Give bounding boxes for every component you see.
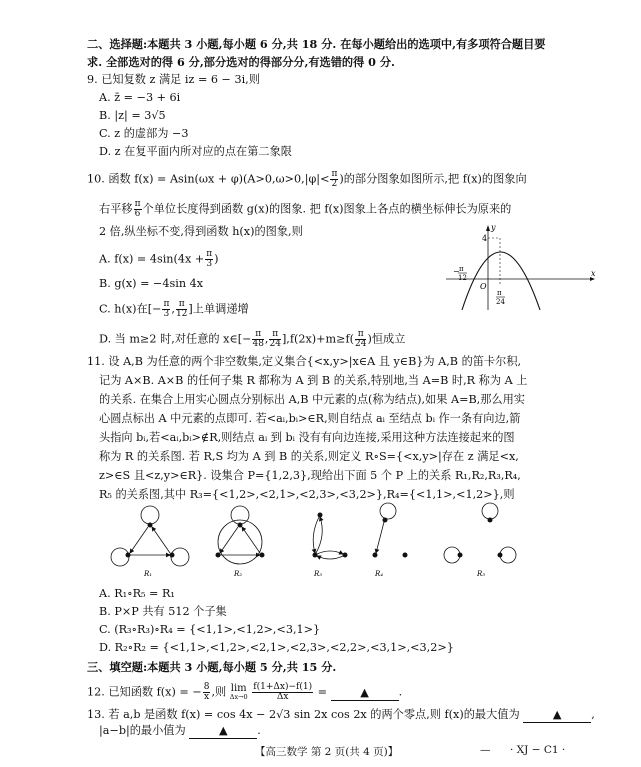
q11-option-d: D. R₂∘R₂ = {<1,1>,<1,2>,<2,1>,<2,3>,<2,2>,<3,1>,<3,2>} bbox=[99, 641, 454, 654]
graph-r5 bbox=[444, 503, 516, 578]
left-root-den: 12 bbox=[458, 274, 467, 282]
q12-answer-blank[interactable]: ▲ bbox=[331, 686, 399, 701]
graph-r4 bbox=[373, 503, 408, 578]
q13-answer-blank-min[interactable]: ▲ bbox=[189, 724, 257, 739]
q9-option-d: D. z 在复平面内所对应的点在第二象限 bbox=[99, 145, 292, 158]
q11-stem-line5: 头指向 bᵢ,若<aᵢ,bᵢ>∉R,则结点 aᵢ 到 bᵢ 没有有向边连接,采用这种方法连接起来的图 bbox=[99, 431, 515, 444]
q13-stem-line1: 13. 若 a,b 是函数 f(x) = cos 4x − 2√3 sin 2x cos 2x 的两个零点,则 f(x)的最大值为 ▲ , bbox=[87, 708, 595, 721]
x-label: x bbox=[591, 269, 596, 278]
q9-option-c: C. z 的虚部为 −3 bbox=[99, 127, 189, 140]
q10-option-a: A. f(x) = 4sin(4x + $\frac{\pi}{3}$ ) bbox=[99, 249, 219, 269]
svg-text:R₅: R₅ bbox=[477, 570, 486, 578]
q10-stem-line2: 右平移 $\frac{\pi}{6}$ 个单位长度得到函数 g(x)的图象. 把 f(x)图象上各点的横坐标伸长为原来的 bbox=[99, 199, 512, 219]
q11-stem-line4: 心圆点标出 A 中元素的点即可. 若<aᵢ,bᵢ>∈R,则自结点 aᵢ 至结点 bᵢ 作一条有向边,箭 bbox=[99, 412, 521, 425]
svg-text:R₄: R₄ bbox=[375, 570, 384, 578]
left-root-sign: − bbox=[453, 267, 460, 276]
graph-r3 bbox=[313, 513, 348, 579]
section2-header: 二、选择题:本题共 3 小题,每小题 6 分,共 18 分. 在每小题给出的选项中,有多项符合题目要 bbox=[87, 37, 546, 51]
q13-answer-blank-max[interactable]: ▲ bbox=[523, 708, 591, 723]
origin-label: O bbox=[480, 282, 487, 291]
q11-stem-line8: R₅ 的关系图,其中 R₃={<1,2>,<2,1>,<2,3>,<3,2>},R₄={<1,1>,<1,2>},则 bbox=[99, 488, 515, 501]
svg-text:R₂: R₂ bbox=[234, 570, 243, 578]
q12-stem: 12. 已知函数 f(x) = − $\frac{8}{x}$ ,则 lim Δx→0 $\frac{f(1+\Delta x)-f(1)}{\Delta x}$ = ▲ . bbox=[87, 682, 403, 702]
q9-option-a: A. z̄ = −3 + 6i bbox=[99, 91, 181, 104]
footer-dash: — bbox=[480, 744, 491, 756]
max-label: 4 bbox=[482, 234, 488, 243]
peak-x-num: π bbox=[497, 289, 502, 297]
q9-stem: 9. 已知复数 z 满足 iz = 6 − 3i,则 bbox=[87, 73, 260, 86]
q11-stem-line2: 记为 A×B. A×B 的任何子集 R 都称为 A 到 B 的关系,特别地,当 A=B 时,R 称为 A 上 bbox=[99, 374, 528, 387]
q10-stem-line1: 10. 函数 f(x) = Asin(ωx + φ)(A>0,ω>0,|φ|< $\frac{\pi}{2}$ )的部分图象如图所示,把 f(x)的图象向 bbox=[87, 169, 527, 189]
svg-text:R₁: R₁ bbox=[144, 570, 153, 578]
footer-code: · XJ − C1 · bbox=[510, 744, 566, 756]
y-label: y bbox=[491, 223, 496, 232]
q10-option-d: D. 当 m≥2 时,对任意的 x∈[− $\frac{\pi}{48}$ , $\frac{\pi}{24}$ ],f(2x)+m≥f( $\frac{\pi}{24}$ )恒成立 bbox=[99, 329, 406, 349]
q10-option-c: C. h(x)在[− $\frac{\pi}{3}$ , $\frac{\pi}{12}$ ]上单调递增 bbox=[99, 299, 249, 319]
svg-text:R₃: R₃ bbox=[314, 570, 323, 578]
footer-page-info: 【高三数学 第 2 页(共 4 页)】 bbox=[255, 746, 399, 758]
q10-sine-graph bbox=[440, 224, 600, 314]
q11-relation-graphs bbox=[100, 500, 520, 590]
q10-option-b: B. g(x) = −4sin 4x bbox=[99, 277, 204, 290]
q11-option-a: A. R₁∘R₅ = R₁ bbox=[99, 587, 175, 600]
section3-header: 三、填空题:本题共 3 小题,每小题 5 分,共 15 分. bbox=[87, 660, 337, 674]
q11-stem-line6: 称为 R 的关系图. 若 R,S 均为 A 到 B 的关系,则定义 R∘S={<x,y>|存在 z 满足<x, bbox=[99, 450, 519, 463]
q11-stem-line1: 11. 设 A,B 为任意的两个非空数集,定义集合{<x,y>|x∈A 且 y∈B}为 A,B 的笛卡尔积, bbox=[87, 355, 522, 368]
section2-header-cont: 求. 全部选对的得 6 分,部分选对的得部分分,有选错的得 0 分. bbox=[87, 55, 395, 69]
graph-r2 bbox=[216, 506, 265, 578]
q13-stem-line2: |a−b|的最小值为 ▲ . bbox=[99, 724, 261, 737]
q9-option-b: B. |z| = 3√5 bbox=[99, 109, 166, 122]
q10-stem-line3: 2 倍,纵坐标不变,得到函数 h(x)的图象,则 bbox=[99, 225, 303, 238]
q11-stem-line7: z>∈S 且<z,y>∈R}. 设集合 P={1,2,3},现给出下面 5 个 P 上的关系 R₁,R₂,R₃,R₄, bbox=[99, 469, 521, 482]
graph-r1 bbox=[111, 506, 189, 578]
peak-x-den: 24 bbox=[496, 298, 505, 306]
q11-option-c: C. (R₃∘R₃)∘R₄ = {<1,1>,<1,2>,<3,1>} bbox=[99, 623, 321, 636]
left-root-num: π bbox=[459, 265, 464, 273]
q11-option-b: B. P×P 共有 512 个子集 bbox=[99, 605, 227, 618]
q11-stem-line3: 的关系. 在集合上用实心圆点分别标出 A,B 中元素的点(称为结点),如果 A=B,那么用实 bbox=[99, 393, 525, 406]
